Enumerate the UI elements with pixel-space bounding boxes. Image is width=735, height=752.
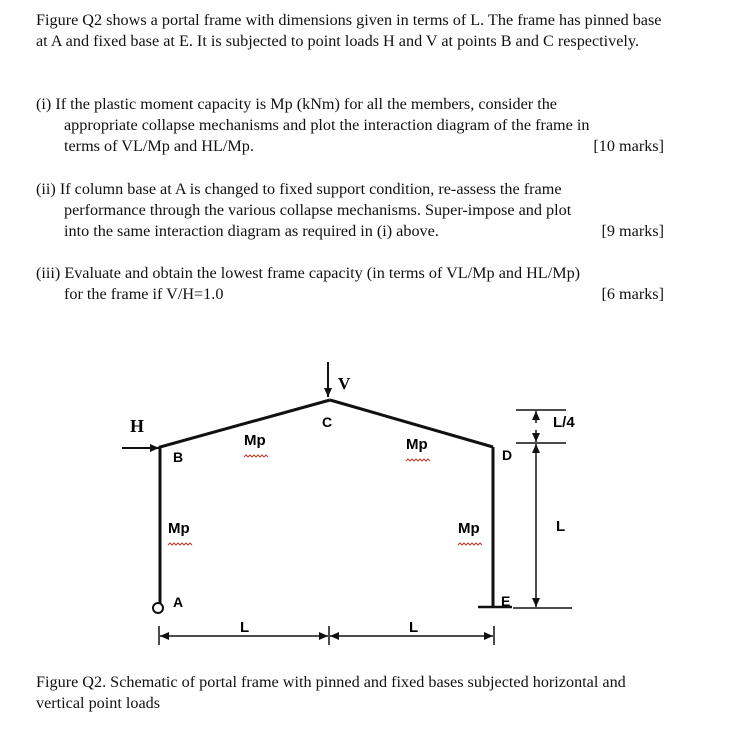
mp-left-rafter-label: Mp [244, 432, 266, 449]
question-iii-marks: [6 marks] [601, 285, 664, 303]
node-d-label: D [502, 447, 513, 463]
mp-right-column-label: Mp [458, 520, 480, 537]
node-a-label: A [173, 594, 184, 610]
dim-span-left-label: L [240, 619, 250, 636]
question-i-line-1: (i) If the plastic moment capacity is Mp (kNm) for all the members, consider the [36, 95, 557, 113]
question-ii-line-2: performance through the various collapse mechanisms. Super-impose and plot [64, 201, 572, 219]
intro-paragraph: Figure Q2 shows a portal frame with dimensions given in terms of L. The frame has pinned base at A and fixed base at E. It is subjected to point loads H and V at points B and C respectively. [36, 11, 662, 50]
dimension-span [159, 626, 494, 645]
spellcheck-squiggles [168, 455, 482, 545]
question-i-line-2: appropriate collapse mechanisms and plot the interaction diagram of the frame in [64, 116, 590, 134]
mp-right-rafter-label: Mp [406, 436, 428, 453]
question-i-marks: [10 marks] [593, 137, 664, 155]
node-b-label: B [173, 449, 184, 465]
question-i-line-3: terms of VL/Mp and HL/Mp. [64, 137, 254, 155]
load-v-label: V [338, 374, 351, 393]
node-e-label: E [501, 593, 511, 609]
mp-left-column-label: Mp [168, 520, 190, 537]
pinned-support-icon [153, 603, 163, 613]
node-c-label: C [322, 414, 333, 430]
question-ii-line-1: (ii) If column base at A is changed to fixed support condition, re-assess the frame [36, 180, 562, 198]
frame-members [160, 400, 493, 606]
dim-height-label: L [556, 518, 566, 535]
question-iii-line-2: for the frame if V/H=1.0 [64, 285, 224, 303]
dim-rise-label: L/4 [553, 414, 575, 431]
question-ii-marks: [9 marks] [601, 222, 664, 240]
figure-caption: Figure Q2. Schematic of portal frame with pinned and fixed bases subjected horizontal and vertical point loads [36, 673, 626, 712]
question-ii-line-3: into the same interaction diagram as required in (i) above. [64, 222, 439, 240]
question-iii-line-1: (iii) Evaluate and obtain the lowest frame capacity (in terms of VL/Mp and HL/Mp) [36, 264, 581, 282]
load-h-label: H [130, 416, 145, 436]
dim-span-right-label: L [409, 619, 419, 636]
